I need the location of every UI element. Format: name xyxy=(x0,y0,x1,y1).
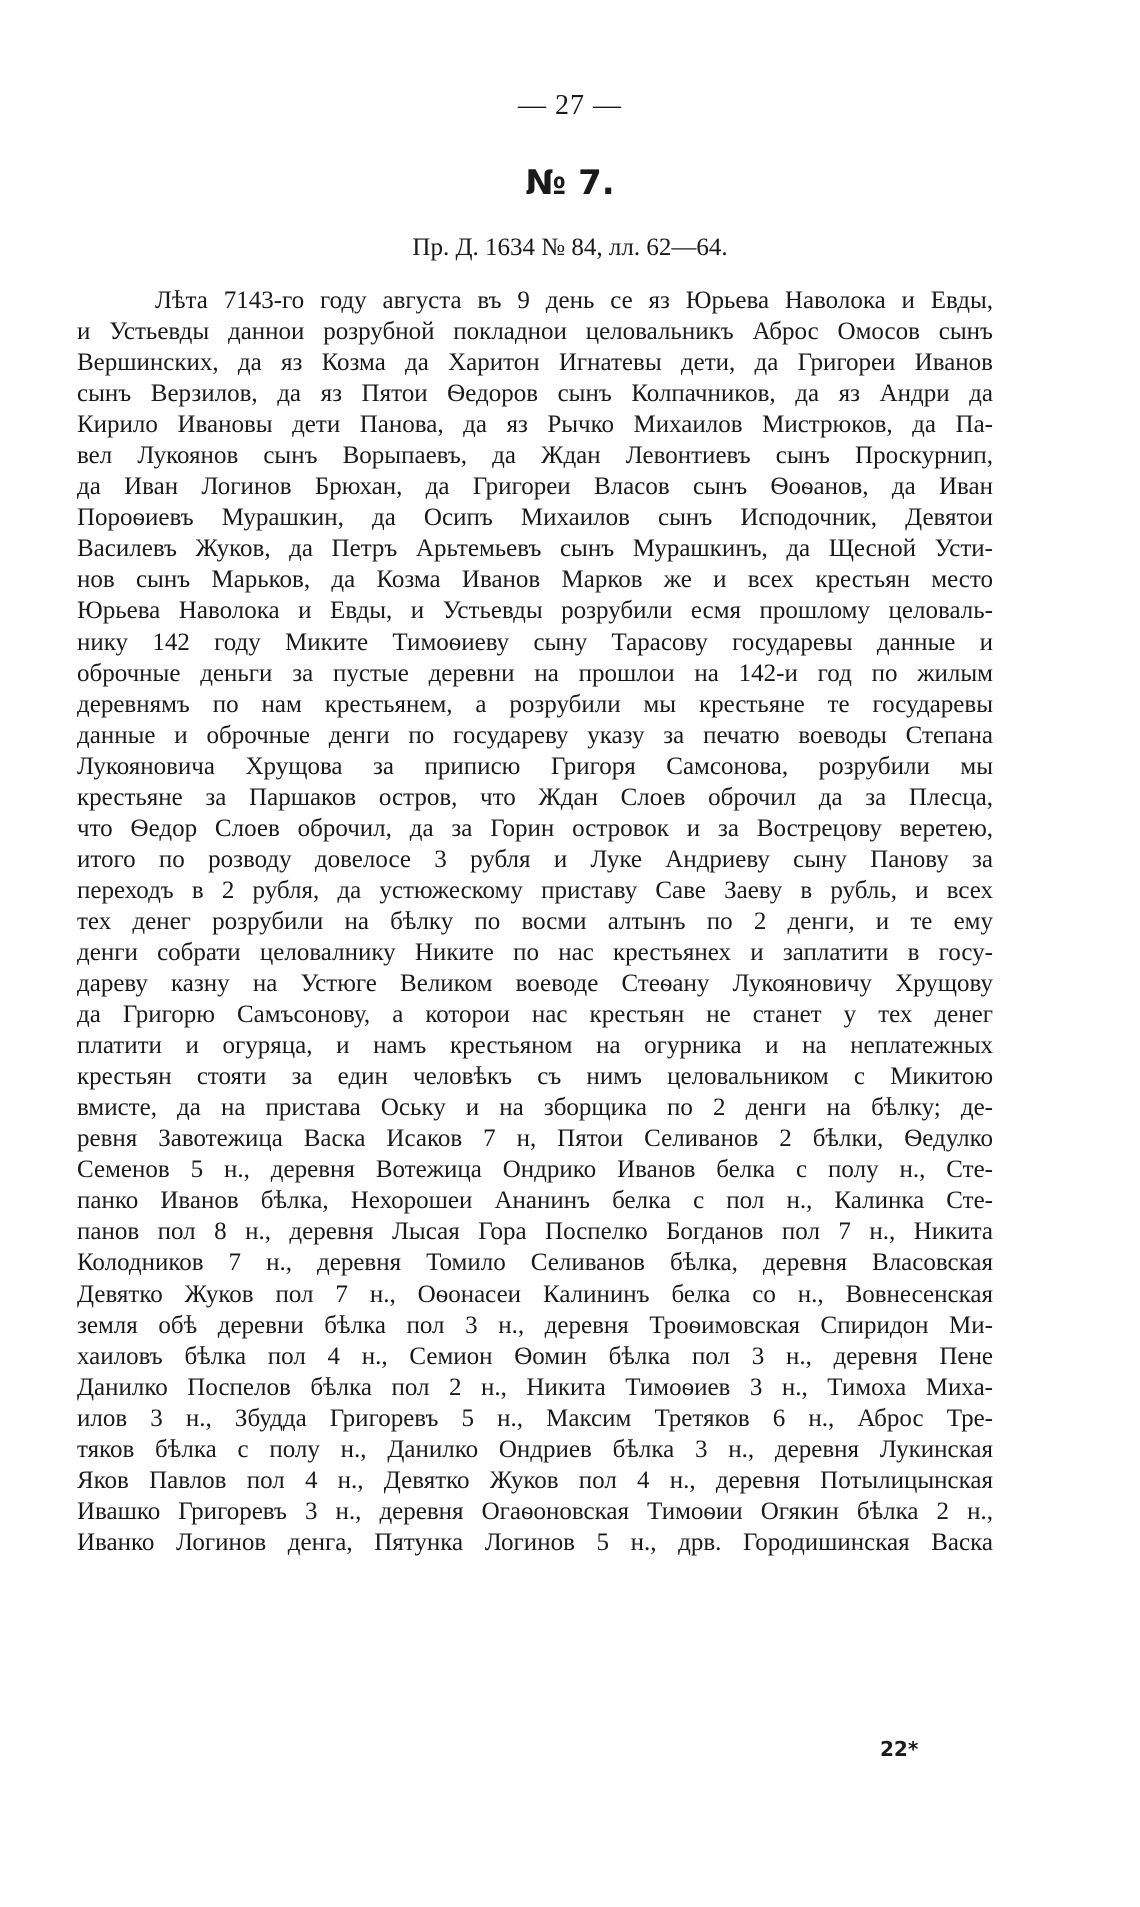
text-line: Юрьева Наволока и Евды, и Устьевды розрубили есмя прошлому целоваль- xyxy=(77,597,993,625)
text-line: тяков бѣлка с полу н., Данилко Ондриев бѣлка 3 н., деревня Лукинская xyxy=(77,1435,993,1463)
signature-mark: 22* xyxy=(880,1737,919,1761)
page-number: — 27 — xyxy=(518,90,622,121)
text-line: ревня Завотежица Васка Исаков 7 н, Пятои Селиванов 2 бѣлки, Ѳедулко xyxy=(77,1125,993,1153)
text-line: Девятко Жуков пол 7 н., Оѳонасеи Калининъ белка со н., Вовнесенская xyxy=(77,1280,993,1308)
text-line: тех денег розрубили на бѣлку по восми алтынъ по 2 денги, и те ему xyxy=(77,907,993,935)
text-line: Яков Павлов пол 4 н., Девятко Жуков пол 4 н., деревня Потылицынская xyxy=(77,1466,993,1494)
text-line: вел Лукоянов сынъ Ворыпаевъ, да Ждан Левонтиевъ сынъ Проскурнип, xyxy=(77,442,993,470)
text-line: итого по розводу довелосе 3 рубля и Луке Андриеву сыну Панову за xyxy=(77,845,993,873)
text-line: вмисте, да на пристава Оську и на зборщика по 2 денги на бѣлку; де- xyxy=(77,1094,993,1122)
text-line: Вершинских, да яз Козма да Харитон Игнатевы дети, да Григореи Иванов xyxy=(77,349,993,377)
text-line: земля обѣ деревни бѣлка пол 3 н., деревня Троѳимовская Спиридон Ми- xyxy=(77,1311,993,1339)
text-line: Данилко Поспелов бѣлка пол 2 н., Никита Тимоѳиев 3 н., Тимоха Миха- xyxy=(77,1373,993,1401)
text-line: хаиловъ бѣлка пол 4 н., Семион Ѳомин бѣлка пол 3 н., деревня Пене xyxy=(77,1342,993,1370)
text-line: деревнямъ по нам крестьянем, а розрубили мы крестьяне те государевы xyxy=(77,690,993,718)
source-reference: Пр. Д. 1634 № 84, лл. 62—64. xyxy=(412,234,728,261)
text-line: Ивашко Григоревъ 3 н., деревня Огаѳоновская Тимоѳии Огякин бѣлка 2 н., xyxy=(77,1497,993,1525)
text-line: панко Иванов бѣлка, Нехорошеи Ананинъ белка с пол н., Калинка Сте- xyxy=(77,1187,993,1215)
body-text xyxy=(77,285,993,1558)
text-line: панов пол 8 н., деревня Лысая Гора Поспелко Богданов пол 7 н., Никита xyxy=(77,1218,993,1246)
text-line: Лѣта 7143-го году августа въ 9 день се яз Юрьева Наволока и Евды, xyxy=(155,287,993,314)
text-line: и Устьевды даннои розрубной покладнои целовальникъ Аброс Омосов сынъ xyxy=(77,318,993,346)
text-line: Семенов 5 н., деревня Вотежица Ондрико Иванов белка с полу н., Сте- xyxy=(77,1156,993,1184)
text-line: Кирило Ивановы дети Панова, да яз Рычко Михаилов Мистрюков, да Па- xyxy=(77,411,993,439)
text-line: нику 142 году Миките Тимоѳиеву сыну Тарасову государевы данные и xyxy=(77,628,993,656)
text-line: нов сынъ Марьков, да Козма Иванов Марков же и всех крестьян место xyxy=(77,566,993,594)
text-line: Иванко Логинов денга, Пятунка Логинов 5 н., дрв. Городишинская Васка xyxy=(77,1528,993,1556)
text-line: что Ѳедор Слоев оброчил, да за Горин островок и за Вострецову веретею, xyxy=(77,814,993,842)
text-line: Пороѳиевъ Мурашкин, да Осипъ Михаилов сынъ Исподочник, Девятои xyxy=(77,504,993,532)
text-line: денги собрати целовалнику Никите по нас крестьянех и заплатити в госу- xyxy=(77,938,993,966)
text-line: да Иван Логинов Брюхан, да Григореи Власов сынъ Ѳоѳанов, да Иван xyxy=(77,473,993,501)
text-line: платити и огуряца, и намъ крестьяном на огурника и на неплатежных xyxy=(77,1032,993,1060)
text-line: Василевъ Жуков, да Петръ Арьтемьевъ сынъ Мурашкинъ, да Щесной Усти- xyxy=(77,535,993,563)
text-line: Колодников 7 н., деревня Томило Селиванов бѣлка, деревня Власовская xyxy=(77,1249,993,1277)
text-line: да Григорю Самъсонову, а которои нас крестьян не станет у тех денег xyxy=(77,1001,993,1029)
text-line: крестьяне за Паршаков остров, что Ждан Слоев оброчил да за Плесца, xyxy=(77,783,993,811)
document-number: № 7. xyxy=(525,163,615,203)
text-line: Лукояновича Хрущова за приписю Григоря Самсонова, розрубили мы xyxy=(77,752,993,780)
text-line: переходъ в 2 рубля, да устюжескому приставу Саве Заеву в рубль, и всех xyxy=(77,876,993,904)
text-line: дареву казну на Устюге Великом воеводе Стеѳану Лукояновичу Хрущову xyxy=(77,970,993,998)
text-line: крестьян стояти за един человѣкъ съ нимъ целовальником с Микитою xyxy=(77,1063,993,1091)
text-line: данные и оброчные денги по государеву указу за печатю воеводы Степана xyxy=(77,721,993,749)
text-line: илов 3 н., Збудда Григоревъ 5 н., Максим Третяков 6 н., Аброс Тре- xyxy=(77,1404,993,1432)
text-line: оброчные деньги за пустые деревни на прошлои на 142-и год по жилым xyxy=(77,659,993,687)
text-line: сынъ Верзилов, да яз Пятои Ѳедоров сынъ Колпачников, да яз Андри да xyxy=(77,380,993,408)
